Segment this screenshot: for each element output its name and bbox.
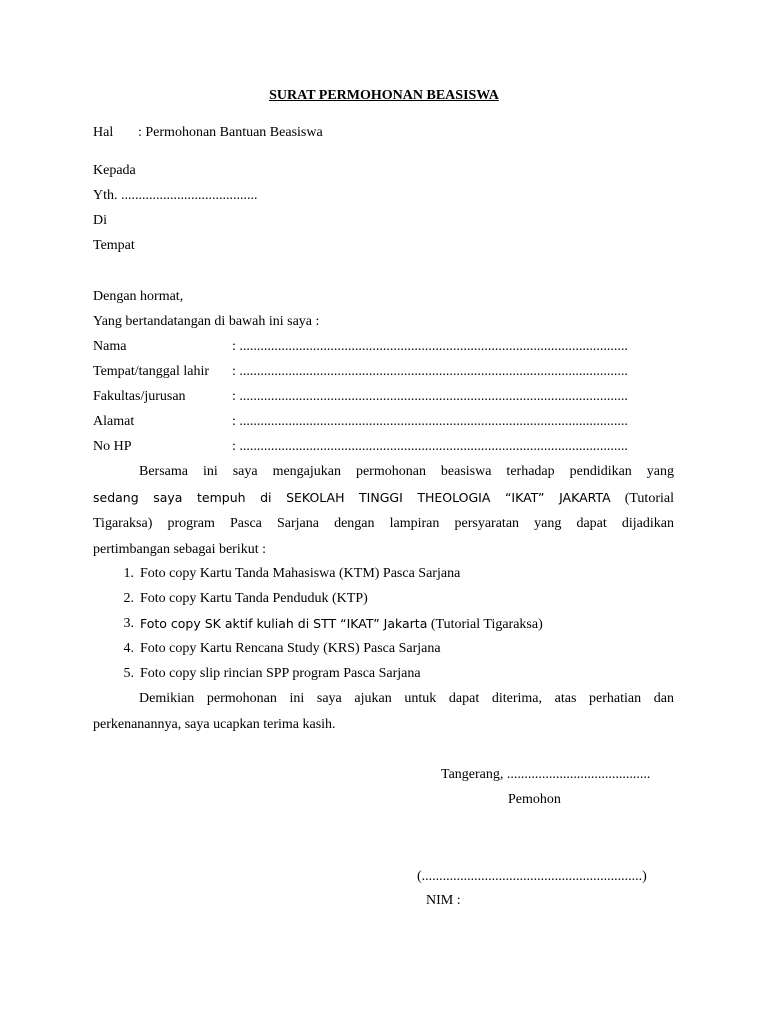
requirement-number: 2. [123,591,134,606]
signature-nim: NIM : [426,893,461,908]
requirement-item: Foto copy Kartu Tanda Mahasiswa (KTM) Pasca Sarjana [140,566,461,581]
field-label-nohp: No HP [93,439,132,454]
requirement-item: Foto copy Kartu Tanda Penduduk (KTP) [140,591,368,606]
body-line-1: Bersama ini saya mengajukan permohonan beasiswa terhadap pendidikan yang [139,464,674,479]
recipient-tempat: Tempat [93,238,135,253]
requirement-number: 5. [123,666,134,681]
signature-role: Pemohon [508,792,561,807]
signature-name-line: (...............................................................) [417,869,647,884]
field-label-alamat: Alamat [93,414,135,429]
field-value-nohp: : ............................................................................................................... [232,439,628,454]
field-label-nama: Nama [93,339,127,354]
field-value-ttl: : ............................................................................................................... [232,364,628,379]
requirement-item-serif: (Tutorial Tigaraksa) [427,617,543,632]
closing-line-2: perkenanannya, saya ucapkan terima kasih. [93,717,336,732]
greeting: Dengan hormat, [93,289,184,304]
requirement-number: 3. [123,616,134,631]
recipient-di: Di [93,213,107,228]
recipient-yth: Yth. ....................................... [93,188,258,203]
requirement-item: Foto copy Kartu Rencana Study (KRS) Pasca Sarjana [140,641,441,656]
letter-title: SURAT PERMOHONAN BEASISWA [269,88,499,103]
field-label-fakultas: Fakultas/jurusan [93,389,186,404]
requirement-item: Foto copy slip rincian SPP program Pasca Sarjana [140,666,421,681]
signature-place-date: Tangerang, ......................................... [441,767,651,782]
subject-value: : Permohonan Bantuan Beasiswa [138,125,323,140]
field-value-nama: : ............................................................................................................... [232,339,628,354]
body-line-3: Tigaraksa) program Pasca Sarjana dengan lampiran persyaratan yang dapat dijadikan [93,516,674,531]
field-value-alamat: : ............................................................................................................... [232,414,628,429]
field-label-ttl: Tempat/tanggal lahir [93,364,210,379]
recipient-kepada: Kepada [93,163,136,178]
subject-label: Hal [93,125,114,140]
body-line-4: pertimbangan sebagai berikut : [93,542,266,557]
intro-line: Yang bertandatangan di bawah ini saya : [93,314,320,329]
body-line-2-serif: (Tutorial [610,491,674,506]
field-value-fakultas: : ............................................................................................................... [232,389,628,404]
body-line-2 [93,490,674,507]
body-line-2-sans: sedang saya tempuh di SEKOLAH TINGGI THEOLOGIA “IKAT” JAKARTA [93,490,611,505]
requirement-item-sans: Foto copy SK aktif kuliah di STT “IKAT” Jakarta [140,616,428,631]
requirement-number: 4. [123,641,134,656]
requirement-item [140,616,543,633]
closing-line-1: Demikian permohonan ini saya ajukan untuk dapat diterima, atas perhatian dan [139,691,674,706]
requirement-number: 1. [123,566,134,581]
